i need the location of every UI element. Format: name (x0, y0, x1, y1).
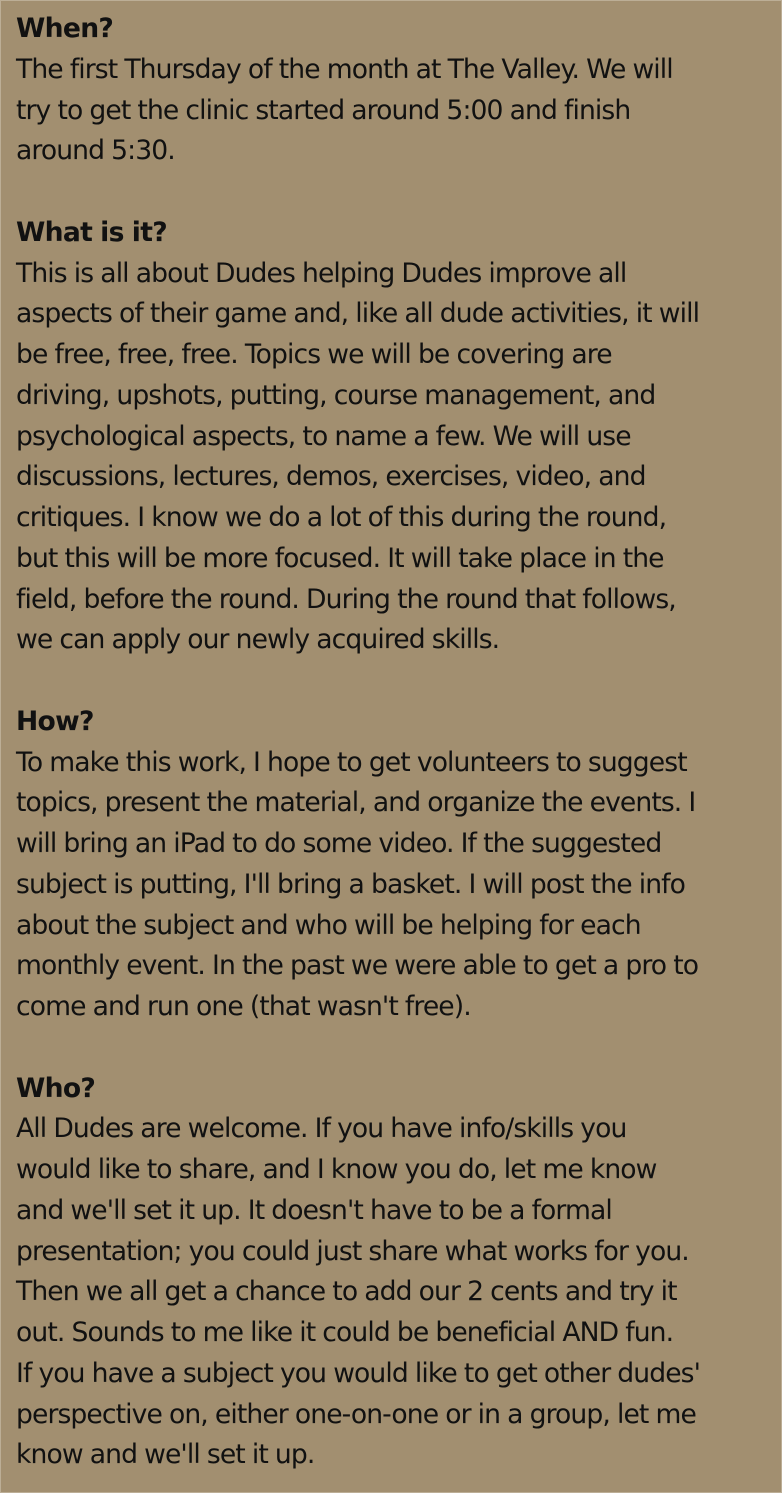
body-line: be free, free, free. Topics we will be covering are (16, 339, 612, 370)
body-line: out. Sounds to me like it could be beneficial AND fun. (16, 1317, 674, 1348)
body-line: would like to share, and I know you do, let me know (16, 1154, 657, 1185)
body-line: The first Thursday of the month at The Valley. We will (16, 53, 673, 85)
section-heading: When? (16, 13, 114, 44)
section-heading: How? (16, 705, 94, 737)
body-line: try to get the clinic started around 5:00 and finish (16, 94, 631, 126)
body-line: All Dudes are welcome. If you have info/skills you (16, 1113, 627, 1145)
body-line: critiques. I know we do a lot of this during the round, (16, 502, 667, 533)
section-what-is-it (16, 213, 773, 661)
body-line: know and we'll set it up. (16, 1439, 315, 1471)
section-heading: Who? (16, 1072, 96, 1104)
body-line: field, before the round. During the round that follows, (16, 583, 676, 615)
body-line: about the subject and who will be helping for each (16, 909, 641, 941)
body-line: come and run one (that wasn't free). (16, 991, 471, 1022)
body-line: perspective on, either one-on-one or in a group, let me (16, 1398, 696, 1430)
body-line: and we'll set it up. It doesn't have to be a formal (16, 1194, 612, 1226)
body-line: driving, upshots, putting, course management, and (16, 379, 656, 411)
body-line: Then we all get a chance to add our 2 cents and try it (16, 1276, 677, 1308)
body-line: around 5:30. (16, 135, 175, 167)
section-when (16, 9, 773, 172)
body-line: psychological aspects, to name a few. We will use (16, 420, 631, 452)
body-line: but this will be more focused. It will take place in the (16, 542, 664, 574)
body-line: This is all about Dudes helping Dudes improve all (16, 257, 627, 289)
section-how (16, 702, 773, 1028)
section-who (16, 1069, 773, 1477)
body-line: will bring an iPad to do some video. If the suggested (16, 828, 662, 859)
body-line: monthly event. In the past we were able to get a pro to (16, 950, 699, 982)
section-heading: What is it? (16, 216, 167, 248)
body-line: aspects of their game and, like all dude activities, it will (16, 298, 700, 330)
body-line: subject is putting, I'll bring a basket. I will post the info (16, 868, 685, 900)
body-line: presentation; you could just share what works for you. (16, 1235, 689, 1267)
body-line: discussions, lectures, demos, exercises, video, and (16, 461, 646, 493)
body-line: topics, present the material, and organize the events. I (16, 787, 696, 819)
body-line: To make this work, I hope to get volunteers to suggest (16, 746, 687, 778)
body-line: we can apply our newly acquired skills. (16, 624, 500, 656)
body-line: If you have a subject you would like to get other dudes' (16, 1357, 701, 1389)
